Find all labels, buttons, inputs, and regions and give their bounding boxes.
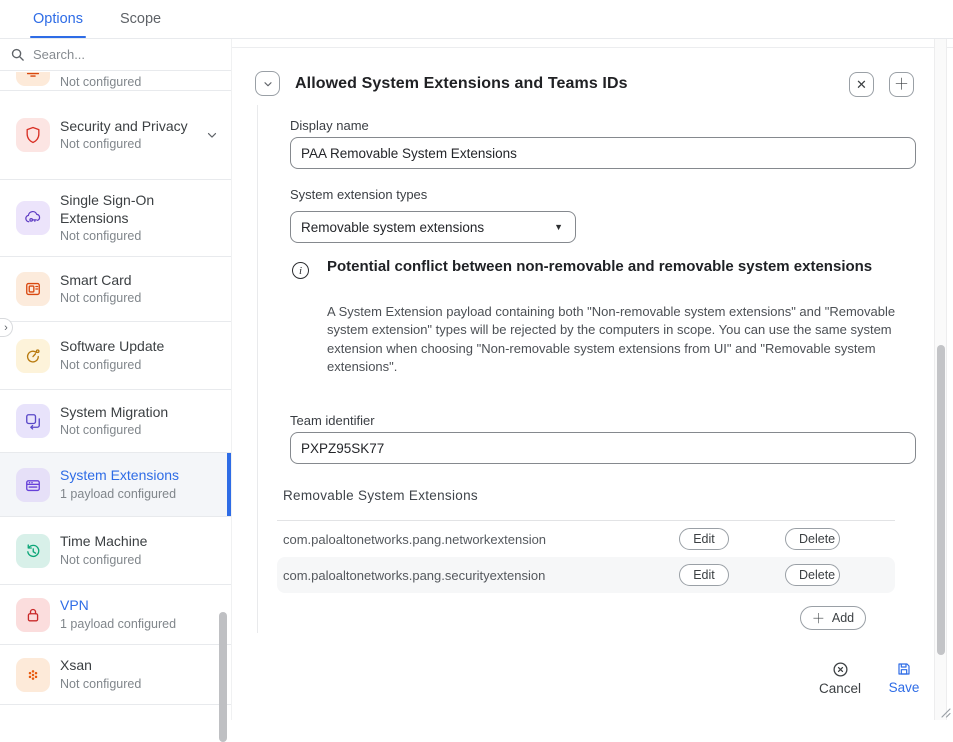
sidebar-item-subtitle: Not configured bbox=[60, 676, 142, 691]
add-extension-button[interactable] bbox=[800, 606, 866, 630]
sidebar-item-title: Software Update bbox=[60, 338, 165, 355]
plus-icon: ＋ bbox=[893, 76, 909, 93]
panel-divider bbox=[232, 47, 953, 48]
sidebar-item-subtitle: Not configured bbox=[60, 74, 142, 89]
sidebar-item-subtitle: Not configured bbox=[60, 137, 142, 152]
team-identifier-label: Team identifier bbox=[290, 413, 375, 428]
save-label: Save bbox=[888, 680, 920, 695]
cancel-label: Cancel bbox=[818, 681, 862, 696]
info-icon: i bbox=[292, 262, 309, 279]
extension-type-label: System extension types bbox=[290, 187, 428, 202]
close-icon: ✕ bbox=[856, 77, 867, 92]
sidebar-item-subtitle: Not configured bbox=[60, 291, 142, 306]
shield-icon bbox=[16, 118, 50, 152]
gauge-icon bbox=[16, 339, 50, 373]
edit-button[interactable]: Edit bbox=[679, 564, 729, 586]
payload-editor-panel bbox=[232, 39, 953, 720]
clock-back-icon bbox=[16, 534, 50, 568]
floppy-icon bbox=[896, 661, 912, 677]
team-identifier-input[interactable] bbox=[290, 432, 916, 464]
extension-name: com.paloaltonetworks.pang.securityextension bbox=[283, 567, 546, 583]
search-input[interactable] bbox=[33, 47, 221, 62]
extension-name: com.paloaltonetworks.pang.networkextension bbox=[283, 531, 547, 547]
migration-icon bbox=[16, 404, 50, 438]
display-name-label: Display name bbox=[290, 118, 369, 133]
sidebar-scrollbar[interactable] bbox=[219, 612, 227, 742]
tab-bar bbox=[0, 0, 953, 39]
sidebar-item-subtitle: Not configured bbox=[60, 552, 142, 567]
sidebar-item-title: Smart Card bbox=[60, 271, 132, 288]
sidebar-item-single-sign-on-extensions[interactable] bbox=[0, 180, 231, 257]
sidebar-item-title: Security and Privacy bbox=[60, 117, 188, 134]
sidebar-item-subtitle: Not configured bbox=[60, 229, 142, 243]
delete-button[interactable]: Delete bbox=[785, 528, 840, 550]
sidebar-item-xsan[interactable] bbox=[0, 645, 231, 705]
extension-type-value: Removable system extensions bbox=[301, 219, 485, 235]
table-row bbox=[277, 557, 895, 593]
delete-button[interactable]: Delete bbox=[785, 564, 840, 586]
dropdown-caret-icon: ▼ bbox=[554, 222, 563, 232]
tab-options[interactable]: Options bbox=[33, 0, 83, 38]
sidebar-item-software-update[interactable] bbox=[0, 322, 231, 390]
sidebar-item-smart-card[interactable] bbox=[0, 257, 231, 322]
tab-scope[interactable]: Scope bbox=[119, 11, 162, 27]
sidebar-item-subtitle: Not configured bbox=[60, 357, 142, 372]
sidebar-item-time-machine[interactable] bbox=[0, 517, 231, 585]
sidebar-search bbox=[0, 39, 231, 71]
lock-icon bbox=[16, 598, 50, 632]
sidebar-item-subtitle: 1 payload configured bbox=[60, 486, 177, 501]
sidebar-item-title: Time Machine bbox=[60, 533, 148, 550]
sidebar-item-title: System Extensions bbox=[60, 467, 180, 484]
resize-grip-icon[interactable] bbox=[940, 707, 951, 718]
edit-button[interactable]: Edit bbox=[679, 528, 729, 550]
circle-x-icon bbox=[832, 661, 849, 678]
extensions-icon bbox=[16, 468, 50, 502]
sidebar-item-title: Single Sign-On Extensions bbox=[60, 192, 155, 226]
display-name-input[interactable] bbox=[290, 137, 916, 169]
collapse-payload-button[interactable] bbox=[255, 71, 280, 96]
extensions-section-heading: Removable System Extensions bbox=[283, 488, 478, 503]
add-payload-button[interactable] bbox=[889, 72, 914, 97]
add-button-label: Add bbox=[831, 611, 855, 625]
cancel-button[interactable] bbox=[810, 661, 870, 696]
extensions-table bbox=[277, 520, 895, 593]
sidebar-item-title: System Migration bbox=[60, 403, 169, 420]
search-icon bbox=[10, 47, 25, 62]
hive-icon bbox=[16, 658, 50, 692]
payload-sidebar bbox=[0, 39, 232, 720]
sidebar-item-subtitle: 1 payload configured bbox=[60, 616, 177, 631]
sidebar-item-list bbox=[0, 72, 231, 720]
sidebar-item-security-and-privacy[interactable] bbox=[0, 91, 231, 180]
sidebar-item-vpn[interactable] bbox=[0, 585, 231, 645]
notice-title: Potential conflict between non-removable and removable system extensions bbox=[327, 258, 873, 275]
clipped-orange-icon bbox=[16, 72, 50, 86]
plus-icon: ＋ bbox=[811, 610, 825, 626]
payload-title: Allowed System Extensions and Teams IDs bbox=[295, 75, 628, 92]
remove-payload-button[interactable] bbox=[849, 72, 874, 97]
cloud-key-icon bbox=[16, 201, 50, 235]
smart-card-icon bbox=[16, 272, 50, 306]
sidebar-item-system-extensions[interactable] bbox=[0, 453, 231, 517]
sidebar-item-partial[interactable] bbox=[0, 72, 231, 91]
extension-type-select[interactable] bbox=[290, 211, 576, 243]
chevron-down-icon bbox=[262, 78, 274, 90]
sidebar-item-subtitle: Not configured bbox=[60, 423, 142, 438]
main-scrollbar-thumb[interactable] bbox=[937, 345, 945, 655]
chevron-right-icon: › bbox=[4, 321, 8, 334]
chevron-down-icon[interactable] bbox=[205, 128, 219, 142]
notice-body: A System Extension payload containing both "Non-removable system extensions" and "Removable system extension" types will be rejected by the computers in scope. You can use the same system extension when choosing "Non-removable system extensions from UI" and "Removable system extensions". bbox=[327, 304, 896, 375]
sidebar-item-title: Xsan bbox=[60, 657, 92, 674]
indent-guide-line bbox=[257, 105, 258, 633]
sidebar-item-system-migration[interactable] bbox=[0, 390, 231, 453]
table-row bbox=[277, 521, 895, 557]
save-button[interactable] bbox=[880, 661, 928, 695]
sidebar-item-title: VPN bbox=[60, 597, 89, 614]
